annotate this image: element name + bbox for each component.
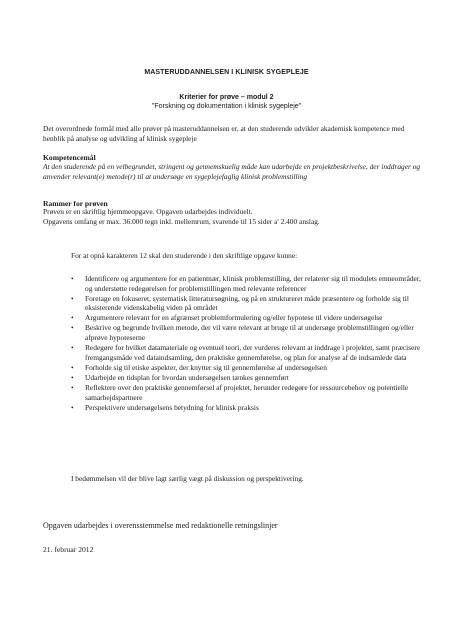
list-item-text: Beskrive og begrunde hvilken metode, der vil være relevant at bruge til at undersøge problemstillingen og/eller afprøve hypoteserne [85, 323, 414, 343]
document-title: MASTERUDDANNELSEN I KLINISK SYGEPLEJE [144, 69, 309, 76]
intro-paragraph: Det overordnede formål med alle prøver på masteruddannelsen er, at den studerende udvikler akademisk kompetence med henblik på analyse og udvikling af klinisk sygepleje [43, 124, 405, 143]
list-item [71, 383, 426, 402]
document-subtitle: Kriterier for prøve – modul 2 [179, 94, 274, 101]
list-item [71, 363, 426, 373]
list-item-text: Forholde sig til etiske aspekter, der knytter sig til gennemførelse af undersøgelsen [85, 362, 327, 372]
rammer-line-2: Opgavens omfang er max. 36.000 tegn inkl. mellemrum, svarende til 15 sider a' 2.400 anslag. [43, 216, 320, 226]
rammer-text [43, 207, 423, 226]
rammer-line-1: Prøven er en skriftlig hjemmeopgave. Opgaven udarbejdes individuelt. [43, 207, 253, 216]
list-item-text: Redegøre for hvilket datamateriale og eventuel teori, der vurderes relevant at inddrage i projektet, samt præcisere fremgangsmåde ved dataindsamling, den praktiske gennemførelse, og plan for analyse af de indsamlede data [85, 343, 421, 362]
bullet-icon: • [71, 313, 74, 323]
list-item-text: Identificere og argumentere for en patientnær, klinisk problemstilling, der relaterer sig til modulets emneområder, og understøtte redegørelsen for problemstillingen med relevante referencer [85, 274, 421, 293]
module-name: "Forskning og dokumentation i klinisk sygepleje" [151, 103, 302, 110]
list-item [71, 343, 426, 362]
bullet-icon: • [71, 343, 74, 353]
list-item [71, 274, 426, 293]
bullet-icon: • [71, 293, 74, 303]
assessment-note: I bedømmelsen vil der blive lagt særlig vægt på diskussion og perspektivering. [71, 474, 304, 483]
bullet-icon: • [71, 323, 74, 333]
list-item-text: Argumentere relevant for en afgrænset problemformulering og/eller hypotese til videre undersøgelse [85, 313, 383, 323]
bullet-icon: • [71, 274, 74, 283]
list-item [71, 373, 426, 383]
list-item [71, 313, 426, 323]
list-item-text: Udarbejde en tidsplan for hvordan undersøgelsen tænkes gennemført [85, 372, 289, 382]
kompetence-text: At den studerende på en velbegrundet, stringent og gennemskuelig måde kan udarbejde en projektbeskrivelse, der inddrager og anvender relevant(e) metode(r) til at undersøge en sygeplejefaglig klinisk problemstilling [43, 162, 421, 181]
bullet-icon: • [71, 362, 74, 372]
bullet-icon: • [71, 383, 74, 393]
list-item [71, 294, 426, 313]
list-item [71, 323, 426, 342]
criteria-list [71, 274, 426, 413]
kompetence-heading: Kompetencemål [43, 153, 96, 162]
list-item-text: Reflektere over den praktiske gennemførsel af projektet, herunder redegøre for ressourcebehov og potentielle samarbejdspartnere [85, 383, 409, 402]
bullet-icon: • [71, 372, 74, 382]
editorial-note: Opgaven udarbejdes i overensstemmelse med redaktionelle retningslinjer [43, 521, 278, 530]
rammer-heading: Rammer for prøven [43, 199, 108, 208]
bullet-icon: • [71, 402, 74, 412]
list-item-text: Perspektivere undersøgelsens betydning for klinisk praksis [85, 402, 259, 412]
criteria-lead: For at opnå karakteren 12 skal den studerende i den skriftlige opgave kunne: [71, 251, 298, 260]
list-item-text: Foretage en fokuseret, systematisk litteratursøgning, og på en struktureret måde præsentere og forholde sig til eksisterende videnskabelig viden på området [85, 293, 409, 313]
document-date: 21. februar 2012 [43, 545, 94, 554]
list-item [71, 403, 426, 413]
